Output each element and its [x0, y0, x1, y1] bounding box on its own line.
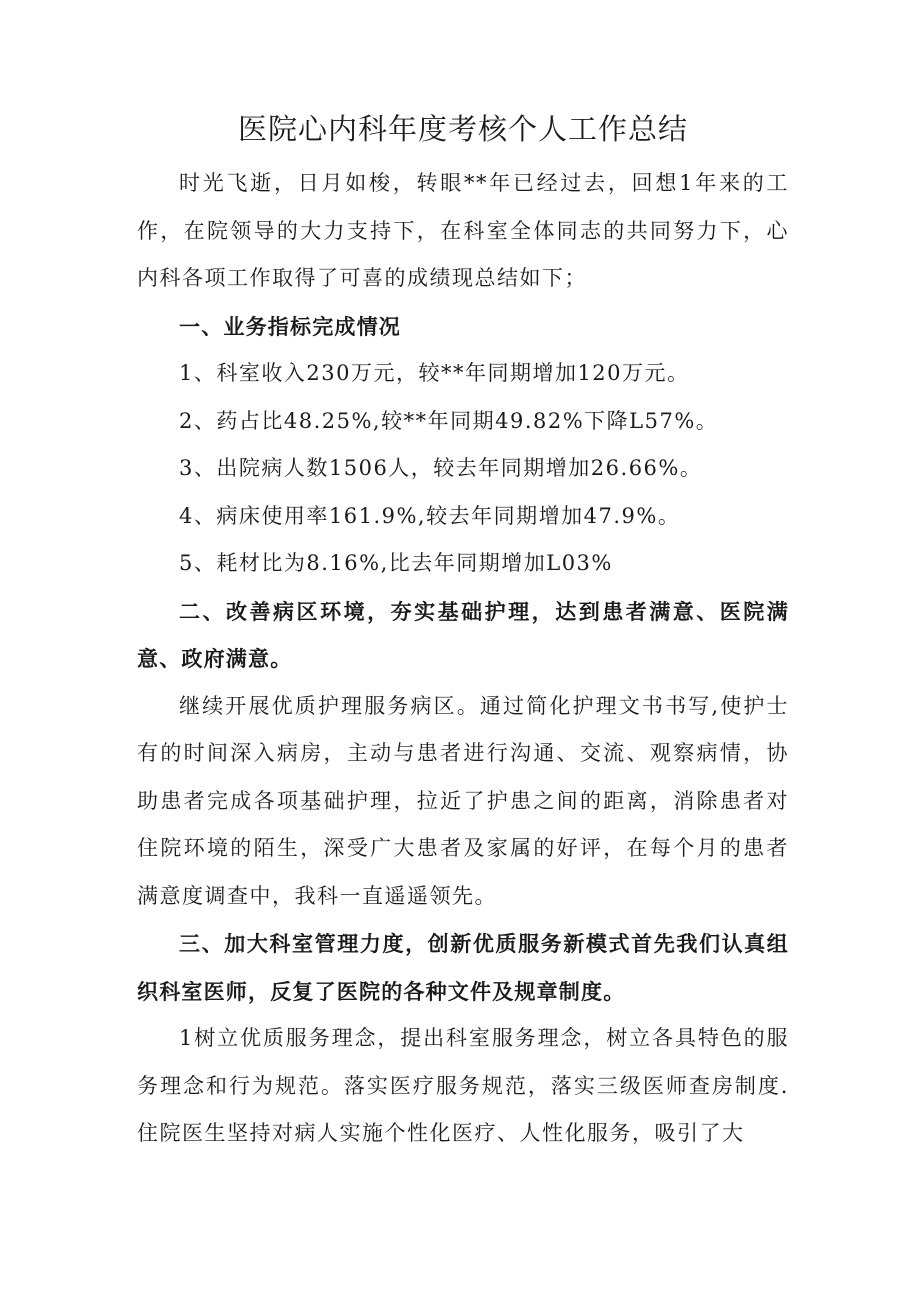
document-title: 医院心内科年度考核个人工作总结 — [237, 112, 688, 146]
body-paragraph: 继续开展优质护理服务病区。通过简化护理文书书写,使护士有的时间深入病房，主动与患者进行沟通、交流、观察病情，协助患者完成各项基础护理，拉近了护患之间的距离，消除患者对住院环境的陌生，深受广大患者及家属的好评，在每个月的患者满意度调查中，我科一直遥遥领先。 — [137, 693, 789, 908]
list-item: 1、科室收入230万元，较**年同期增加120万元。 — [179, 361, 690, 385]
section-heading-2: 二、改善病区环境，夯实基础护理，达到患者满意、医院满意、政府满意。 — [137, 598, 789, 671]
document-page — [137, 100, 789, 1158]
list-item: 4、病床使用率161.9%,较去年同期增加47.9%。 — [179, 503, 681, 528]
list-item: 5、耗材比为8.16%,比去年同期增加L03% — [179, 551, 613, 575]
list-item: 2、药占比48.25%,较**年同期49.82%下降L57%。 — [179, 408, 719, 433]
body-paragraph: 1树立优质服务理念，提出科室服务理念，树立各具特色的服务理念和行为规范。落实医疗服务规范，落实三级医师查房制度.住院医生坚持对病人实施个性化医疗、人性化服务，吸引了大 — [137, 1026, 789, 1145]
intro-paragraph: 时光飞逝，日月如梭，转眼**年已经过去，回想1年来的工作，在院领导的大力支持下，在科室全体同志的共同努力下，心内科各项工作取得了可喜的成绩现总结如下； — [137, 171, 789, 290]
list-item: 3、出院病人数1506人，较去年同期增加26.66%。 — [179, 456, 703, 480]
section-heading-1: 一、业务指标完成情况 — [179, 313, 401, 339]
section-heading-3: 三、加大科室管理力度，创新优质服务新模式首先我们认真组织科室医师，反复了医院的各种文件及规章制度。 — [137, 931, 789, 1004]
